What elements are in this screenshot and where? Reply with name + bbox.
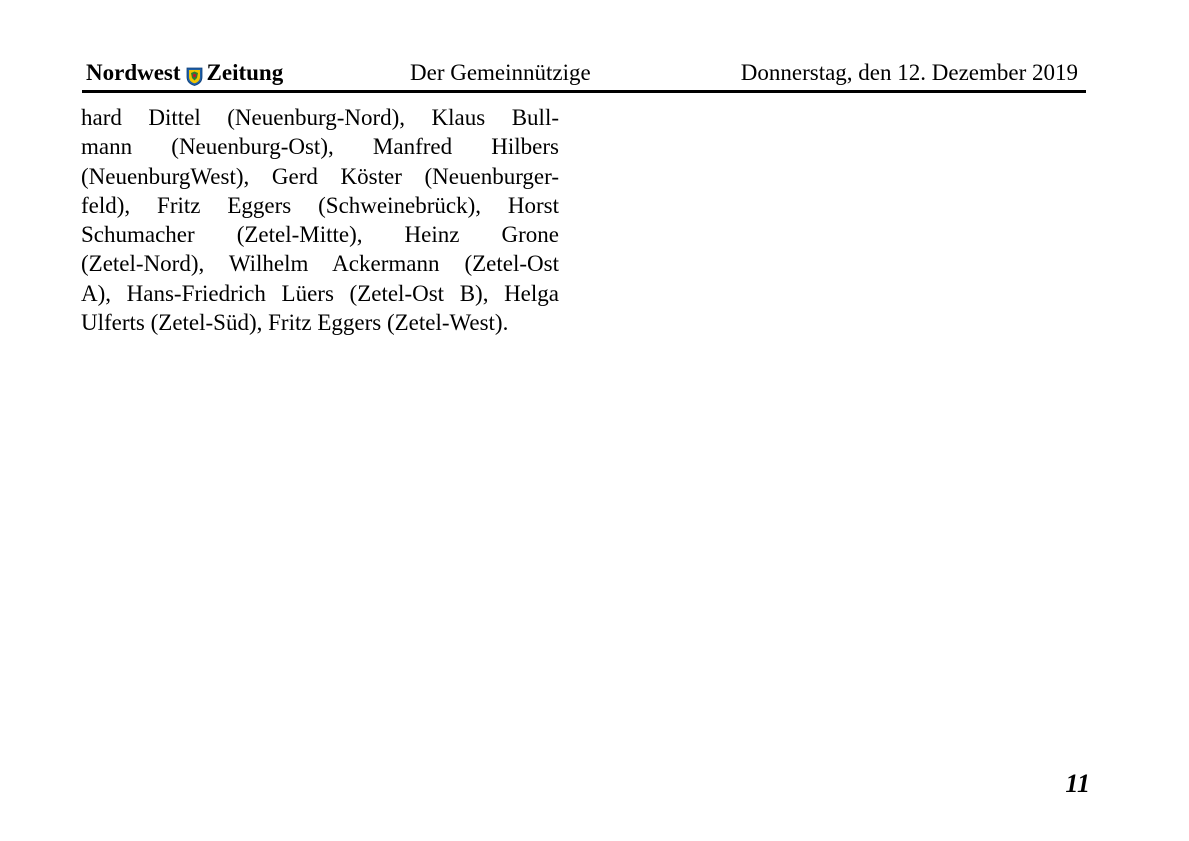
- page-number: 11: [1065, 769, 1090, 798]
- section-title: Der Gemeinnützige: [410, 60, 591, 85]
- coat-of-arms-icon: [186, 64, 203, 83]
- text-line: A), Hans-Friedrich Lüers (Zetel-Ost B), Helga: [81, 280, 559, 306]
- text-line: hard Dittel (Neuenburg-Nord), Klaus Bull-: [81, 105, 559, 130]
- text-line: mann (Neuenburg-Ost), Manfred Hilbers: [81, 134, 559, 160]
- newspaper-masthead: [86, 58, 283, 88]
- article-column: [81, 103, 559, 337]
- issue-date: Donnerstag, den 12. Dezember 2019: [740, 60, 1078, 85]
- text-line: feld), Fritz Eggers (Schweinebrück), Horst: [81, 192, 559, 218]
- page-header: [86, 58, 1086, 88]
- masthead-word-nordwest: Nordwest: [86, 60, 181, 85]
- text-line: (NeuenburgWest), Gerd Köster (Neuenburger-: [81, 163, 559, 189]
- header-rule: [82, 90, 1086, 93]
- text-line: Schumacher (Zetel-Mitte), Heinz Grone: [81, 222, 559, 248]
- text-line: Ulferts (Zetel-Süd), Fritz Eggers (Zetel-West).: [81, 310, 509, 336]
- text-line: (Zetel-Nord), Wilhelm Ackermann (Zetel-Ost: [81, 251, 559, 277]
- masthead-word-zeitung: Zeitung: [206, 60, 284, 85]
